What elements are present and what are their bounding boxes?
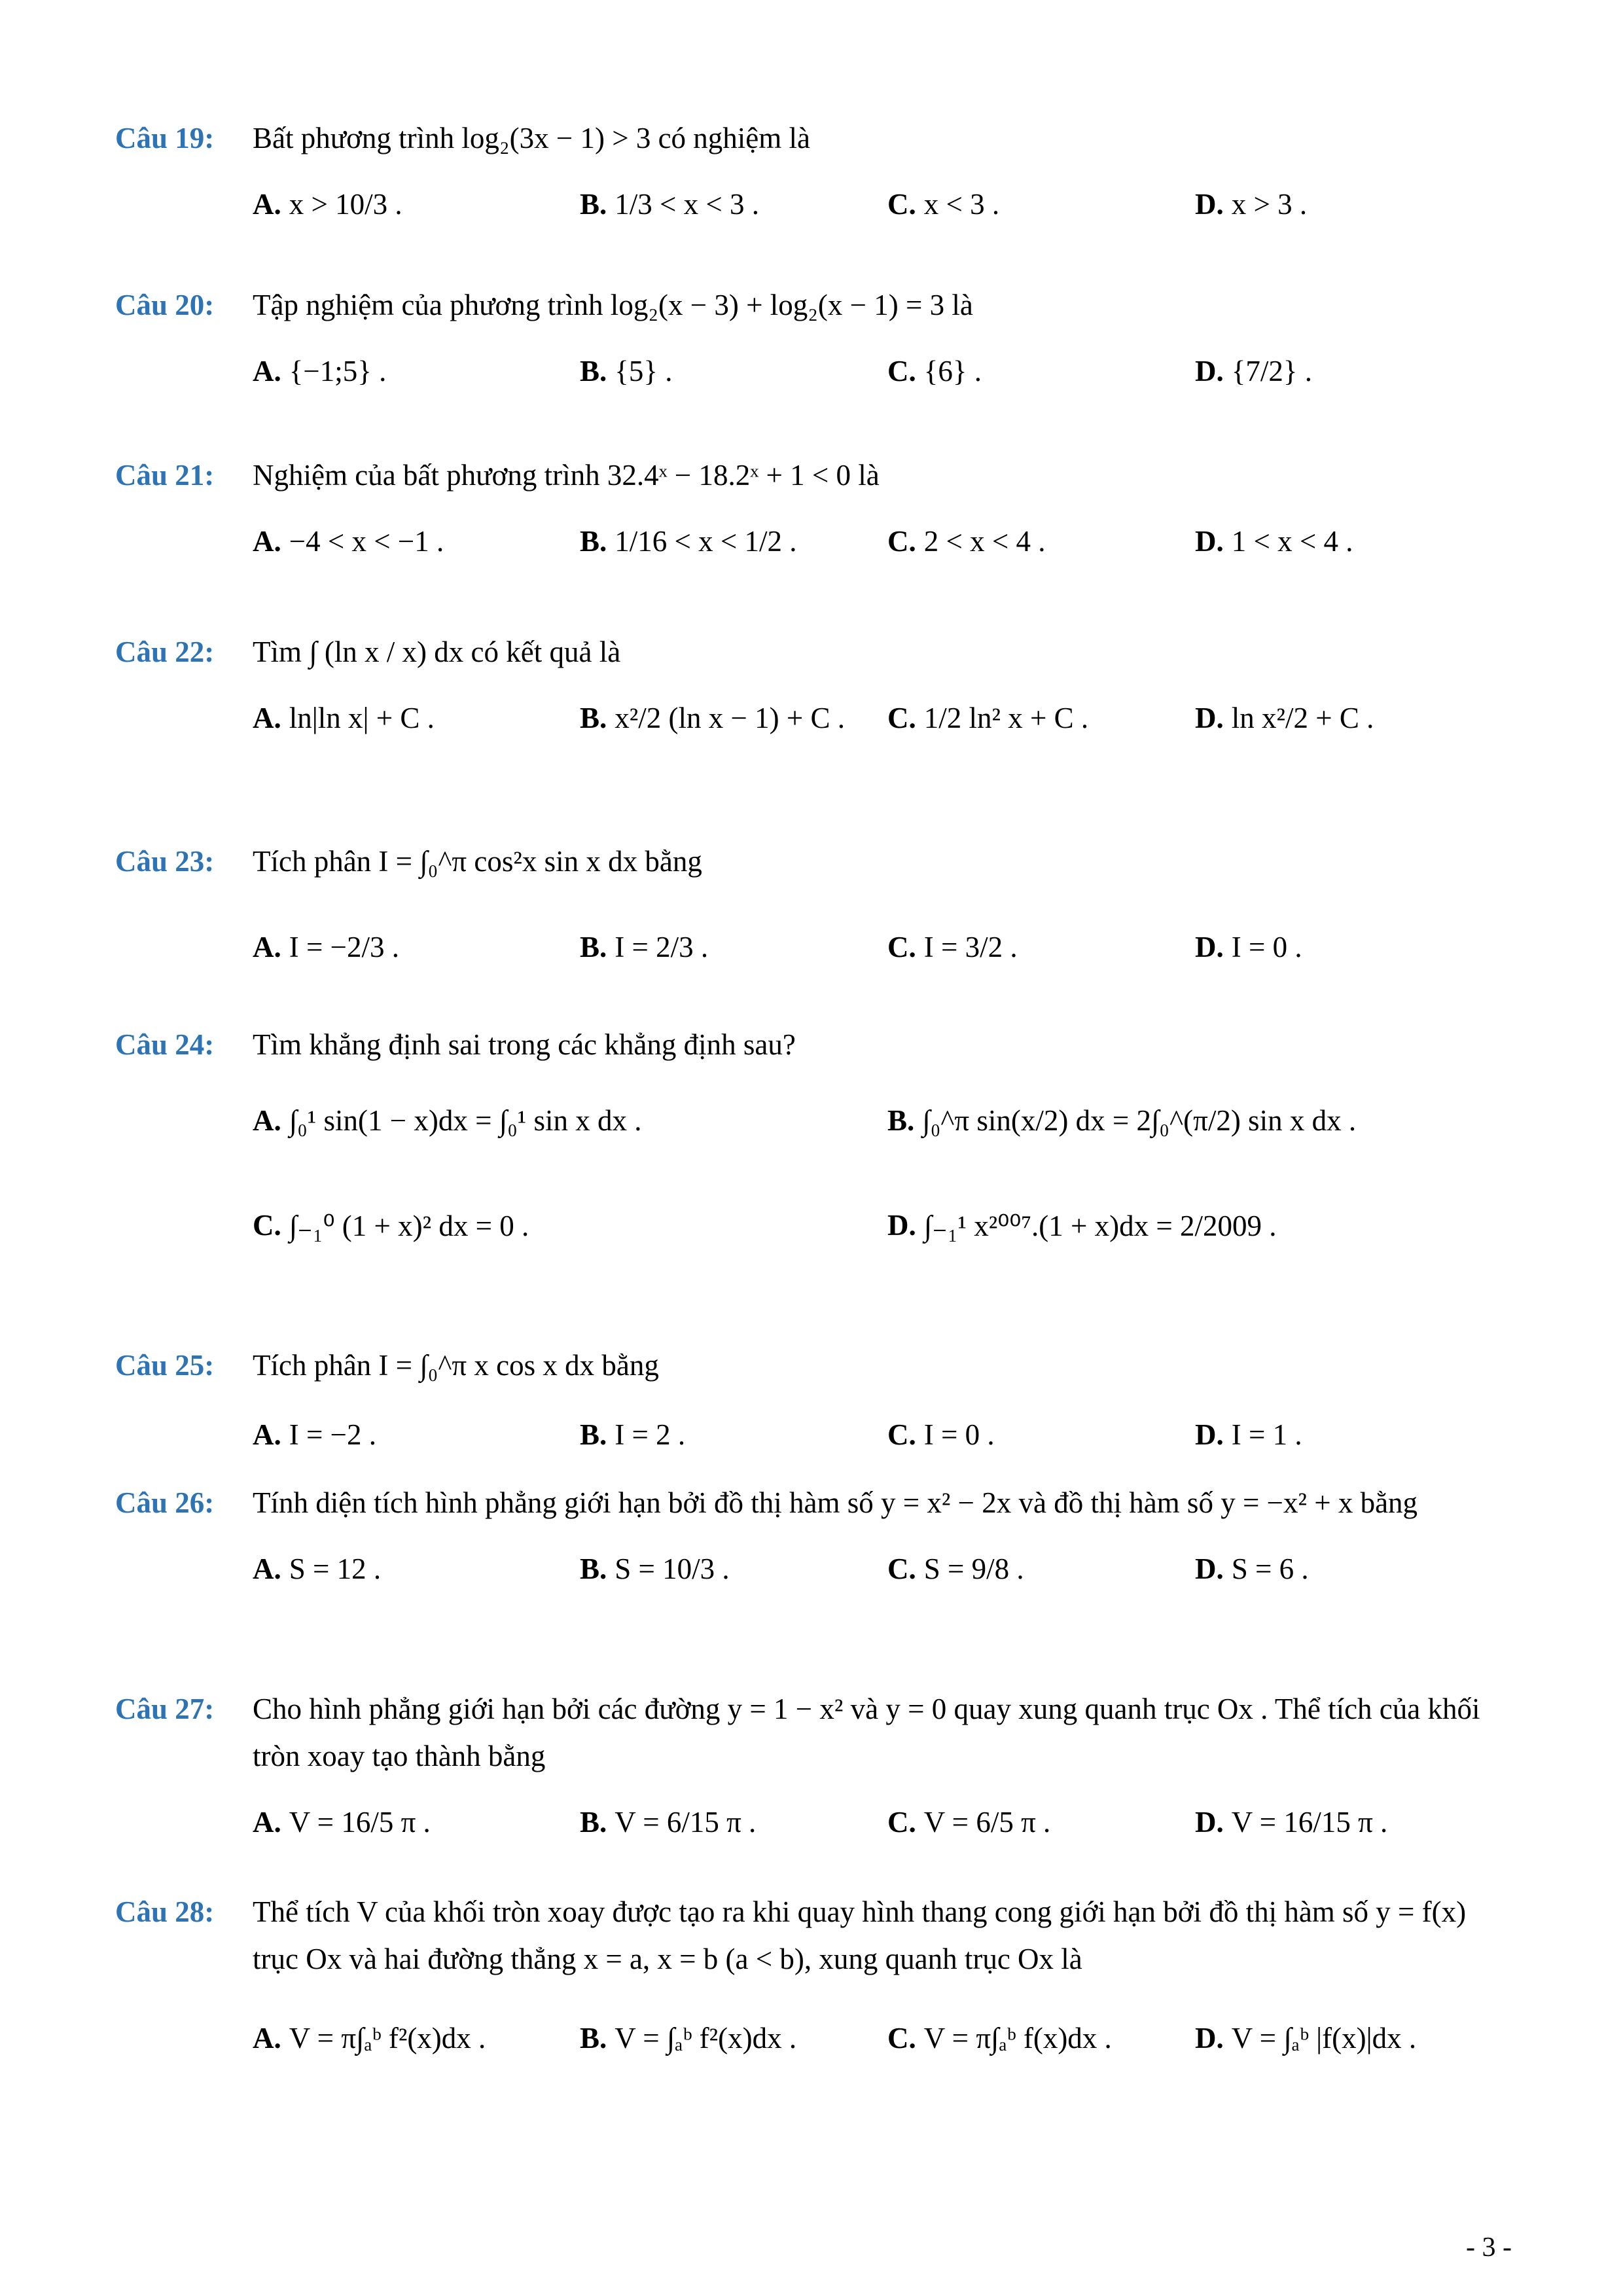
- option-d[interactable]: D. ln x²/2 + C .: [1195, 702, 1374, 734]
- question-25: [115, 1342, 1516, 1467]
- option-a[interactable]: A. {−1;5} .: [253, 355, 387, 387]
- question-label: Câu 22:: [115, 636, 215, 668]
- option-a[interactable]: A. ln|ln x| + C .: [253, 702, 435, 734]
- question-label: Câu 28:: [115, 1895, 215, 1928]
- question-21: [115, 452, 1516, 584]
- option-a[interactable]: A. ∫₀¹ sin(1 − x)dx = ∫₀¹ sin x dx .: [253, 1104, 642, 1137]
- question-text: Tích phân I = ∫₀^π x cos x dx bằng: [253, 1349, 659, 1382]
- option-d[interactable]: D. V = 16/15 π .: [1195, 1806, 1388, 1839]
- option-d[interactable]: D. S = 6 .: [1195, 1552, 1309, 1585]
- option-c[interactable]: C. S = 9/8 .: [887, 1552, 1024, 1585]
- question-label: Câu 19:: [115, 122, 215, 154]
- question-19: [115, 115, 1516, 247]
- question-20: [115, 281, 1516, 414]
- option-b[interactable]: B. I = 2/3 .: [580, 931, 709, 963]
- question-text: Cho hình phẳng giới hạn bởi các đường y = 1 − x² và y = 0 quay xung quanh trục Ox . Thể tích của khối tròn xoay tạo thành bằng: [253, 1693, 1480, 1772]
- option-c[interactable]: C. V = π∫ₐᵇ f(x)dx .: [887, 2022, 1112, 2054]
- option-b[interactable]: B. V = ∫ₐᵇ f²(x)dx .: [580, 2022, 797, 2054]
- question-text: Tích phân I = ∫₀^π cos²x sin x dx bằng: [253, 845, 702, 878]
- question-text: Tập nghiệm của phương trình log₂(x − 3) + log₂(x − 1) = 3 là: [253, 289, 973, 321]
- option-c[interactable]: C. ∫₋₁⁰ (1 + x)² dx = 0 .: [253, 1209, 529, 1242]
- question-28: [115, 1888, 1516, 2081]
- question-23: [115, 838, 1516, 990]
- option-a[interactable]: A. S = 12 .: [253, 1552, 382, 1585]
- option-d[interactable]: D. {7/2} .: [1195, 355, 1312, 387]
- option-b[interactable]: B. x²/2 (ln x − 1) + C .: [580, 702, 846, 734]
- question-24: [115, 1021, 1516, 1278]
- question-label: Câu 23:: [115, 845, 215, 878]
- option-c[interactable]: C. V = 6/5 π .: [887, 1806, 1051, 1839]
- question-label: Câu 27:: [115, 1693, 215, 1725]
- option-a[interactable]: A. V = 16/5 π .: [253, 1806, 431, 1839]
- option-a[interactable]: A. −4 < x < −1 .: [253, 525, 444, 558]
- option-b[interactable]: B. 1/16 < x < 1/2 .: [580, 525, 797, 558]
- option-c[interactable]: C. I = 3/2 .: [887, 931, 1018, 963]
- question-label: Câu 21:: [115, 459, 215, 492]
- option-a[interactable]: A. I = −2 .: [253, 1418, 376, 1451]
- option-b[interactable]: B. V = 6/15 π .: [580, 1806, 757, 1839]
- option-d[interactable]: D. x > 3 .: [1195, 188, 1308, 221]
- question-label: Câu 25:: [115, 1349, 215, 1382]
- question-text: Tìm ∫ (ln x / x) dx có kết quả là: [253, 636, 621, 668]
- question-label: Câu 24:: [115, 1028, 215, 1061]
- option-c[interactable]: C. 2 < x < 4 .: [887, 525, 1046, 558]
- question-26: [115, 1479, 1516, 1611]
- option-d[interactable]: D. 1 < x < 4 .: [1195, 525, 1353, 558]
- option-d[interactable]: D. V = ∫ₐᵇ |f(x)|dx .: [1195, 2022, 1417, 2054]
- option-a[interactable]: A. I = −2/3 .: [253, 931, 399, 963]
- option-c[interactable]: C. I = 0 .: [887, 1418, 995, 1451]
- question-text: Nghiệm của bất phương trình 32.4ˣ − 18.2ˣ + 1 < 0 là: [253, 459, 880, 492]
- option-c[interactable]: C. {6} .: [887, 355, 982, 387]
- question-label: Câu 20:: [115, 289, 215, 321]
- question-22: [115, 628, 1516, 761]
- option-b[interactable]: B. {5} .: [580, 355, 673, 387]
- option-a[interactable]: A. x > 10/3 .: [253, 188, 402, 221]
- option-b[interactable]: B. I = 2 .: [580, 1418, 686, 1451]
- option-b[interactable]: B. S = 10/3 .: [580, 1552, 730, 1585]
- question-text: Bất phương trình log₂(3x − 1) > 3 có nghiệm là: [253, 122, 811, 154]
- option-c[interactable]: C. x < 3 .: [887, 188, 1000, 221]
- page-number: - 3 -: [1466, 2233, 1512, 2263]
- option-d[interactable]: D. I = 1 .: [1195, 1418, 1302, 1451]
- option-d[interactable]: D. ∫₋₁¹ x²⁰⁰⁷.(1 + x)dx = 2/2009 .: [887, 1209, 1277, 1242]
- question-text: Tìm khẳng định sai trong các khẳng định sau?: [253, 1028, 796, 1061]
- option-b[interactable]: B. ∫₀^π sin(x/2) dx = 2∫₀^(π/2) sin x dx .: [887, 1104, 1357, 1137]
- question-text: Tính diện tích hình phẳng giới hạn bởi đồ thị hàm số y = x² − 2x và đồ thị hàm số y = −x² + x bằng: [253, 1486, 1418, 1519]
- option-b[interactable]: B. 1/3 < x < 3 .: [580, 188, 760, 221]
- option-d[interactable]: D. I = 0 .: [1195, 931, 1302, 963]
- question-27: [115, 1685, 1516, 1865]
- question-label: Câu 26:: [115, 1486, 215, 1519]
- option-a[interactable]: A. V = π∫ₐᵇ f²(x)dx .: [253, 2022, 486, 2054]
- question-text: Thể tích V của khối tròn xoay được tạo ra khi quay hình thang cong giới hạn bởi đồ thị hàm số y = f(x) trục Ox và hai đường thẳng x = a, x = b (a < b), xung quanh trục Ox là: [253, 1895, 1467, 1975]
- option-c[interactable]: C. 1/2 ln² x + C .: [887, 702, 1089, 734]
